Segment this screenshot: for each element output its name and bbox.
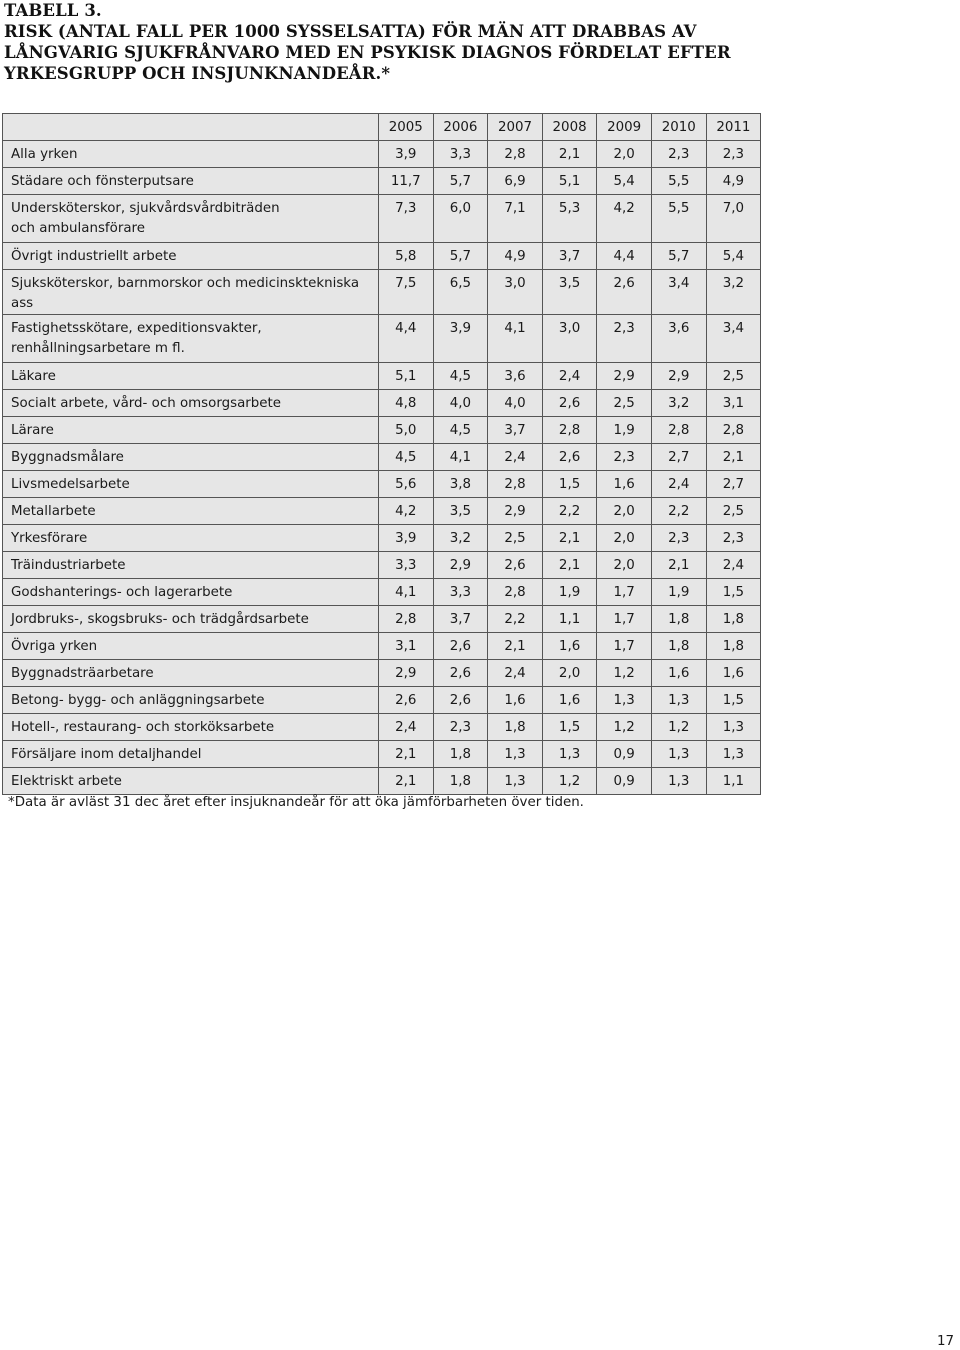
value-cell: 1,7 bbox=[597, 579, 652, 606]
value-cell: 1,5 bbox=[542, 471, 597, 498]
value-cell: 1,9 bbox=[651, 579, 706, 606]
value-cell: 3,3 bbox=[433, 579, 488, 606]
value-cell: 4,2 bbox=[597, 195, 652, 243]
value-cell: 2,6 bbox=[433, 633, 488, 660]
value-cell: 1,8 bbox=[706, 633, 761, 660]
value-cell: 3,0 bbox=[488, 270, 543, 315]
year-header: 2005 bbox=[379, 114, 434, 141]
row-label: Livsmedelsarbete bbox=[3, 471, 379, 498]
value-cell: 2,5 bbox=[597, 390, 652, 417]
value-cell: 2,4 bbox=[488, 444, 543, 471]
value-cell: 4,9 bbox=[488, 243, 543, 270]
value-cell: 2,9 bbox=[488, 498, 543, 525]
table-row bbox=[3, 363, 761, 390]
value-cell: 2,8 bbox=[488, 141, 543, 168]
value-cell: 2,4 bbox=[542, 363, 597, 390]
value-cell: 1,3 bbox=[488, 768, 543, 795]
value-cell: 6,0 bbox=[433, 195, 488, 243]
row-label: Fastighetsskötare, expeditionsvakter, renhållningsarbetare m fl. bbox=[3, 315, 379, 363]
value-cell: 1,3 bbox=[542, 741, 597, 768]
value-cell: 2,3 bbox=[706, 525, 761, 552]
value-cell: 5,1 bbox=[542, 168, 597, 195]
value-cell: 3,6 bbox=[651, 315, 706, 363]
table-row bbox=[3, 195, 761, 243]
row-label: Läkare bbox=[3, 363, 379, 390]
row-label: Godshanterings- och lagerarbete bbox=[3, 579, 379, 606]
row-label: Betong- bygg- och anläggningsarbete bbox=[3, 687, 379, 714]
value-cell: 1,8 bbox=[651, 633, 706, 660]
row-label: Socialt arbete, vård- och omsorgsarbete bbox=[3, 390, 379, 417]
table-row bbox=[3, 660, 761, 687]
value-cell: 2,3 bbox=[706, 141, 761, 168]
value-cell: 1,2 bbox=[597, 714, 652, 741]
row-label: Sjuksköterskor, barnmorskor och medicinsktekniska ass bbox=[3, 270, 379, 315]
value-cell: 1,3 bbox=[706, 741, 761, 768]
value-cell: 2,6 bbox=[433, 660, 488, 687]
value-cell: 3,4 bbox=[651, 270, 706, 315]
table-row bbox=[3, 315, 761, 363]
table-row bbox=[3, 168, 761, 195]
value-cell: 2,6 bbox=[379, 687, 434, 714]
value-cell: 3,5 bbox=[433, 498, 488, 525]
year-header: 2010 bbox=[651, 114, 706, 141]
value-cell: 3,2 bbox=[651, 390, 706, 417]
footnote: *Data är avläst 31 dec året efter insjuknandeår för att öka jämförbarheten över tiden. bbox=[8, 795, 584, 810]
value-cell: 4,1 bbox=[379, 579, 434, 606]
year-header: 2006 bbox=[433, 114, 488, 141]
value-cell: 2,0 bbox=[597, 141, 652, 168]
value-cell: 1,7 bbox=[597, 606, 652, 633]
value-cell: 2,7 bbox=[651, 444, 706, 471]
value-cell: 5,5 bbox=[651, 195, 706, 243]
year-header: 2009 bbox=[597, 114, 652, 141]
value-cell: 3,9 bbox=[433, 315, 488, 363]
value-cell: 2,0 bbox=[597, 525, 652, 552]
value-cell: 7,0 bbox=[706, 195, 761, 243]
value-cell: 3,3 bbox=[379, 552, 434, 579]
value-cell: 2,5 bbox=[488, 525, 543, 552]
value-cell: 2,9 bbox=[597, 363, 652, 390]
value-cell: 5,5 bbox=[651, 168, 706, 195]
value-cell: 1,6 bbox=[542, 687, 597, 714]
value-cell: 2,2 bbox=[651, 498, 706, 525]
value-cell: 1,9 bbox=[597, 417, 652, 444]
value-cell: 1,8 bbox=[706, 606, 761, 633]
value-cell: 1,2 bbox=[651, 714, 706, 741]
value-cell: 6,9 bbox=[488, 168, 543, 195]
value-cell: 4,4 bbox=[379, 315, 434, 363]
value-cell: 3,7 bbox=[542, 243, 597, 270]
value-cell: 3,5 bbox=[542, 270, 597, 315]
row-label: Träindustriarbete bbox=[3, 552, 379, 579]
row-label: Byggnadsträarbetare bbox=[3, 660, 379, 687]
value-cell: 2,1 bbox=[379, 768, 434, 795]
value-cell: 5,7 bbox=[433, 168, 488, 195]
table-row bbox=[3, 390, 761, 417]
value-cell: 2,4 bbox=[651, 471, 706, 498]
value-cell: 7,5 bbox=[379, 270, 434, 315]
value-cell: 1,8 bbox=[651, 606, 706, 633]
table-row bbox=[3, 768, 761, 795]
value-cell: 2,0 bbox=[597, 552, 652, 579]
value-cell: 2,9 bbox=[651, 363, 706, 390]
value-cell: 1,8 bbox=[433, 768, 488, 795]
row-label: Yrkesförare bbox=[3, 525, 379, 552]
value-cell: 1,1 bbox=[542, 606, 597, 633]
row-label: Jordbruks-, skogsbruks- och trädgårdsarbete bbox=[3, 606, 379, 633]
value-cell: 4,5 bbox=[433, 363, 488, 390]
value-cell: 2,1 bbox=[706, 444, 761, 471]
value-cell: 2,8 bbox=[706, 417, 761, 444]
value-cell: 4,1 bbox=[488, 315, 543, 363]
risk-table bbox=[2, 113, 761, 795]
value-cell: 4,5 bbox=[433, 417, 488, 444]
table-row bbox=[3, 498, 761, 525]
value-cell: 5,1 bbox=[379, 363, 434, 390]
value-cell: 2,2 bbox=[488, 606, 543, 633]
value-cell: 5,6 bbox=[379, 471, 434, 498]
table-row bbox=[3, 741, 761, 768]
header-empty-cell bbox=[3, 114, 379, 141]
value-cell: 2,0 bbox=[597, 498, 652, 525]
value-cell: 2,8 bbox=[488, 579, 543, 606]
row-label: Alla yrken bbox=[3, 141, 379, 168]
table-title-line: LÅNGVARIG SJUKFRÅNVARO MED EN PSYKISK DIAGNOS FÖRDELAT EFTER bbox=[4, 43, 731, 62]
value-cell: 2,4 bbox=[379, 714, 434, 741]
value-cell: 3,8 bbox=[433, 471, 488, 498]
value-cell: 2,6 bbox=[542, 444, 597, 471]
table-row bbox=[3, 417, 761, 444]
row-label: Byggnadsmålare bbox=[3, 444, 379, 471]
value-cell: 4,0 bbox=[488, 390, 543, 417]
header-row bbox=[3, 114, 761, 141]
year-header: 2008 bbox=[542, 114, 597, 141]
table-row bbox=[3, 687, 761, 714]
value-cell: 6,5 bbox=[433, 270, 488, 315]
page-number: 17 bbox=[936, 1334, 954, 1349]
value-cell: 1,3 bbox=[597, 687, 652, 714]
value-cell: 1,5 bbox=[706, 687, 761, 714]
table-row bbox=[3, 633, 761, 660]
value-cell: 1,3 bbox=[651, 768, 706, 795]
value-cell: 2,1 bbox=[488, 633, 543, 660]
value-cell: 3,2 bbox=[706, 270, 761, 315]
value-cell: 3,0 bbox=[542, 315, 597, 363]
value-cell: 4,1 bbox=[433, 444, 488, 471]
value-cell: 0,9 bbox=[597, 741, 652, 768]
year-header: 2007 bbox=[488, 114, 543, 141]
value-cell: 0,9 bbox=[597, 768, 652, 795]
value-cell: 1,6 bbox=[542, 633, 597, 660]
value-cell: 2,6 bbox=[542, 390, 597, 417]
value-cell: 2,3 bbox=[433, 714, 488, 741]
value-cell: 1,9 bbox=[542, 579, 597, 606]
value-cell: 4,4 bbox=[597, 243, 652, 270]
value-cell: 2,3 bbox=[597, 444, 652, 471]
value-cell: 3,9 bbox=[379, 141, 434, 168]
value-cell: 1,8 bbox=[433, 741, 488, 768]
value-cell: 2,8 bbox=[651, 417, 706, 444]
table-row bbox=[3, 525, 761, 552]
value-cell: 2,1 bbox=[542, 141, 597, 168]
value-cell: 3,1 bbox=[379, 633, 434, 660]
value-cell: 1,8 bbox=[488, 714, 543, 741]
value-cell: 3,1 bbox=[706, 390, 761, 417]
value-cell: 2,3 bbox=[651, 525, 706, 552]
value-cell: 3,9 bbox=[379, 525, 434, 552]
value-cell: 2,4 bbox=[706, 552, 761, 579]
value-cell: 2,3 bbox=[651, 141, 706, 168]
value-cell: 7,1 bbox=[488, 195, 543, 243]
value-cell: 1,3 bbox=[706, 714, 761, 741]
value-cell: 4,0 bbox=[433, 390, 488, 417]
table-row bbox=[3, 552, 761, 579]
value-cell: 2,5 bbox=[706, 363, 761, 390]
row-label: Övrigt industriellt arbete bbox=[3, 243, 379, 270]
table-row bbox=[3, 141, 761, 168]
value-cell: 2,4 bbox=[488, 660, 543, 687]
table-heading bbox=[4, 0, 731, 84]
row-label: Hotell-, restaurang- och storköksarbete bbox=[3, 714, 379, 741]
value-cell: 1,3 bbox=[488, 741, 543, 768]
value-cell: 5,7 bbox=[433, 243, 488, 270]
value-cell: 2,1 bbox=[542, 552, 597, 579]
row-label: Lärare bbox=[3, 417, 379, 444]
value-cell: 2,8 bbox=[542, 417, 597, 444]
row-label: Städare och fönsterputsare bbox=[3, 168, 379, 195]
value-cell: 5,8 bbox=[379, 243, 434, 270]
value-cell: 7,3 bbox=[379, 195, 434, 243]
value-cell: 4,9 bbox=[706, 168, 761, 195]
value-cell: 5,3 bbox=[542, 195, 597, 243]
value-cell: 2,0 bbox=[542, 660, 597, 687]
value-cell: 11,7 bbox=[379, 168, 434, 195]
value-cell: 5,4 bbox=[597, 168, 652, 195]
value-cell: 3,6 bbox=[488, 363, 543, 390]
value-cell: 2,1 bbox=[542, 525, 597, 552]
value-cell: 1,6 bbox=[597, 471, 652, 498]
value-cell: 1,6 bbox=[651, 660, 706, 687]
row-label: Undersköterskor, sjukvårdsvårdbiträden och ambulansförare bbox=[3, 195, 379, 243]
table-row bbox=[3, 270, 761, 315]
table-number: TABELL 3. bbox=[4, 1, 102, 20]
value-cell: 2,6 bbox=[597, 270, 652, 315]
value-cell: 3,7 bbox=[433, 606, 488, 633]
value-cell: 2,6 bbox=[488, 552, 543, 579]
value-cell: 2,5 bbox=[706, 498, 761, 525]
row-label: Försäljare inom detaljhandel bbox=[3, 741, 379, 768]
row-label: Övriga yrken bbox=[3, 633, 379, 660]
value-cell: 5,4 bbox=[706, 243, 761, 270]
value-cell: 1,2 bbox=[542, 768, 597, 795]
value-cell: 2,1 bbox=[379, 741, 434, 768]
value-cell: 2,8 bbox=[379, 606, 434, 633]
value-cell: 2,7 bbox=[706, 471, 761, 498]
value-cell: 2,2 bbox=[542, 498, 597, 525]
value-cell: 1,3 bbox=[651, 741, 706, 768]
value-cell: 2,9 bbox=[433, 552, 488, 579]
table-title-line: RISK (ANTAL FALL PER 1000 SYSSELSATTA) FÖR MÄN ATT DRABBAS AV bbox=[4, 22, 697, 41]
value-cell: 5,0 bbox=[379, 417, 434, 444]
value-cell: 2,1 bbox=[651, 552, 706, 579]
value-cell: 4,2 bbox=[379, 498, 434, 525]
value-cell: 2,3 bbox=[597, 315, 652, 363]
value-cell: 1,7 bbox=[597, 633, 652, 660]
year-header: 2011 bbox=[706, 114, 761, 141]
row-label: Elektriskt arbete bbox=[3, 768, 379, 795]
value-cell: 1,1 bbox=[706, 768, 761, 795]
row-label: Metallarbete bbox=[3, 498, 379, 525]
value-cell: 4,5 bbox=[379, 444, 434, 471]
table-row bbox=[3, 579, 761, 606]
table-row bbox=[3, 243, 761, 270]
table-row bbox=[3, 714, 761, 741]
table-row bbox=[3, 444, 761, 471]
value-cell: 3,7 bbox=[488, 417, 543, 444]
value-cell: 4,8 bbox=[379, 390, 434, 417]
table-title-line: YRKESGRUPP OCH INSJUNKNANDEÅR.* bbox=[4, 64, 391, 83]
value-cell: 3,4 bbox=[706, 315, 761, 363]
value-cell: 1,2 bbox=[597, 660, 652, 687]
value-cell: 5,7 bbox=[651, 243, 706, 270]
value-cell: 2,8 bbox=[488, 471, 543, 498]
value-cell: 1,6 bbox=[488, 687, 543, 714]
value-cell: 2,6 bbox=[433, 687, 488, 714]
value-cell: 3,2 bbox=[433, 525, 488, 552]
value-cell: 2,9 bbox=[379, 660, 434, 687]
value-cell: 1,6 bbox=[706, 660, 761, 687]
value-cell: 3,3 bbox=[433, 141, 488, 168]
value-cell: 1,5 bbox=[542, 714, 597, 741]
value-cell: 1,3 bbox=[651, 687, 706, 714]
table-row bbox=[3, 606, 761, 633]
table-row bbox=[3, 471, 761, 498]
value-cell: 1,5 bbox=[706, 579, 761, 606]
